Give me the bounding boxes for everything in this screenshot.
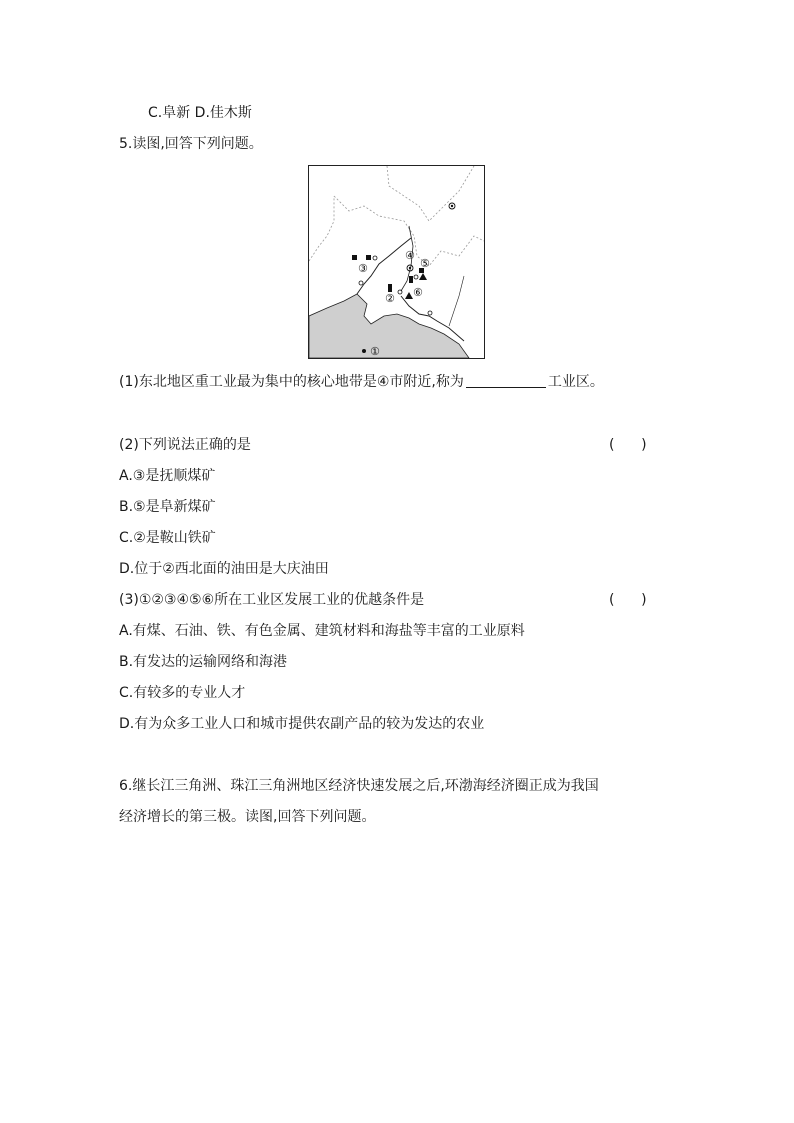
question5-sub2-paren[interactable]: ( ) [609, 437, 647, 453]
map-label-1: ① [370, 345, 380, 358]
map-label-6: ⑥ [413, 286, 423, 299]
coal-mine-marker [352, 255, 357, 260]
question5-sub1 [119, 372, 679, 392]
question5-sub3-stem: (3)①②③④⑤⑥所在工业区发展工业的优越条件是 [119, 592, 425, 608]
northeast-industry-map [308, 165, 485, 359]
map-label-2: ② [385, 292, 395, 305]
question6-line1: 6.继长江三角洲、珠江三角洲地区经济快速发展之后,环渤海经济圈正成为我国 [119, 778, 599, 794]
question5-sub2-stem: (2)下列说法正确的是 [119, 437, 251, 453]
question5-stem: 5.读图,回答下列问题。 [119, 136, 263, 152]
iron-mine-marker [388, 284, 392, 292]
sub3-option-b: B.有发达的运输网络和海港 [119, 654, 288, 670]
sub2-option-a: A.③是抚顺煤矿 [119, 468, 216, 484]
sub1-text-after: 工业区。 [547, 374, 604, 390]
sub1-blank[interactable] [466, 373, 546, 388]
sub3-option-a: A.有煤、石油、铁、有色金属、建筑材料和海盐等丰富的工业原料 [119, 623, 525, 639]
map-label-4: ④ [405, 249, 415, 262]
map-label-5: ⑤ [420, 257, 430, 270]
sub1-text-before: (1)东北地区重工业最为集中的核心地带是④市附近,称为 [119, 374, 464, 390]
sub2-option-b: B.⑤是阜新煤矿 [119, 499, 216, 515]
map-label-3: ③ [358, 262, 368, 275]
sub2-option-c: C.②是鞍山铁矿 [119, 530, 216, 546]
oilfield-marker-2 [419, 273, 427, 280]
question5-sub3-paren[interactable]: ( ) [609, 592, 647, 608]
iron-mine-marker-2 [409, 276, 413, 283]
province-border-2 [387, 166, 474, 221]
sub3-option-d: D.有为众多工业人口和城市提供农副产品的较为发达的农业 [119, 716, 485, 732]
province-border-3 [309, 196, 334, 261]
question4-option-cd: C.阜新 D.佳木斯 [148, 105, 252, 121]
sub3-option-c: C.有较多的专业人才 [119, 685, 246, 701]
river-2 [449, 276, 464, 326]
sub2-option-d: D.位于②西北面的油田是大庆油田 [119, 561, 329, 577]
coal-mine-marker-2 [366, 255, 371, 260]
oilfield-marker [405, 292, 413, 299]
question6-line2: 经济增长的第三极。读图,回答下列问题。 [119, 809, 376, 825]
